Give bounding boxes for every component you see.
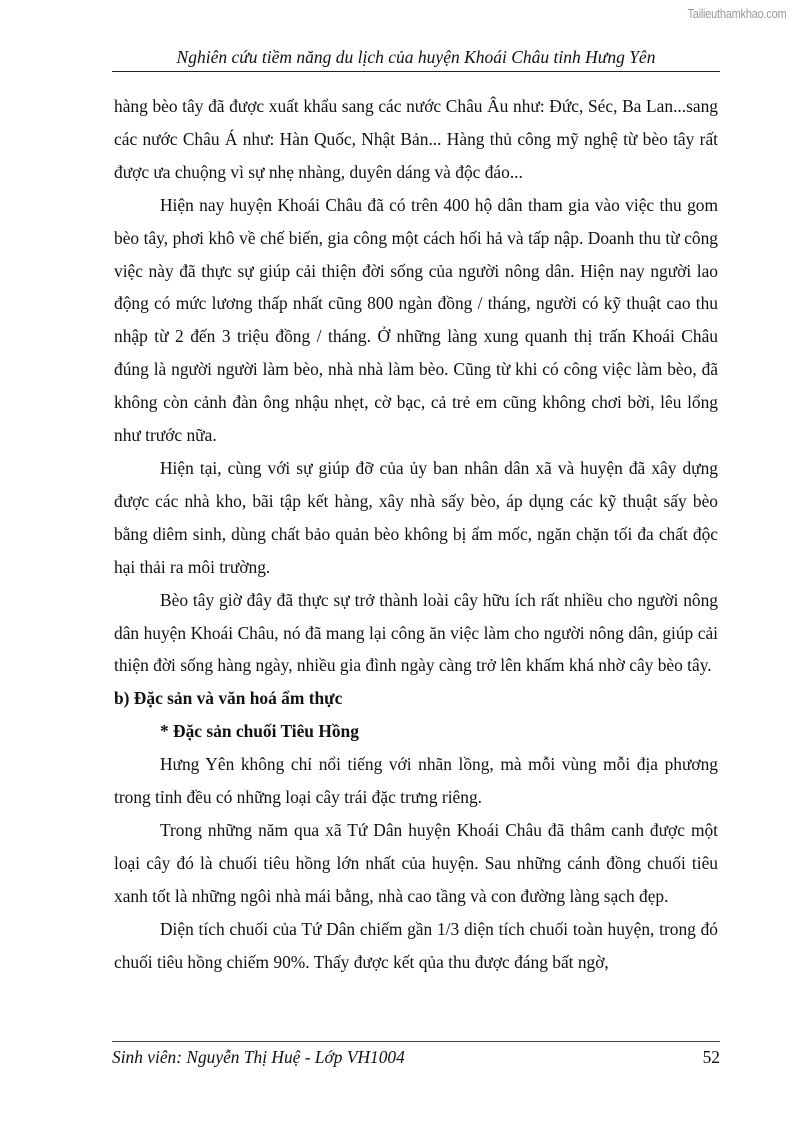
paragraph: Bèo tây giờ đây đã thực sự trở thành loài cây hữu ích rất nhiều cho người nông dân huyện Khoái Châu, nó đã mang lại công ăn việc làm cho người nông dân, giúp cải thiện đời sống hàng ngày, nhiều gia đình ngày càng trở lên khấm khá nhờ cây bèo tây. bbox=[114, 589, 718, 676]
paragraph: Hưng Yên không chỉ nổi tiếng với nhãn lồng, mà mỗi vùng mỗi địa phương trong tỉnh đều có những loại cây trái đặc trưng riêng. bbox=[114, 754, 718, 808]
sub-heading: * Đặc sản chuối Tiêu Hồng bbox=[160, 721, 359, 742]
watermark: Tailieuthamkhao.com bbox=[687, 6, 786, 21]
document-body bbox=[114, 90, 718, 978]
paragraph: Trong những năm qua xã Tứ Dân huyện Khoái Châu đã thâm canh được một loại cây đó là chuối tiêu hồng lớn nhất của huyện. Sau những cánh đồng chuối tiêu xanh tốt là những ngôi nhà mái bằng, nhà cao tầng và con đường làng sạch đẹp. bbox=[114, 819, 718, 906]
footer-student-info: Sinh viên: Nguyễn Thị Huệ - Lớp VH1004 bbox=[112, 1047, 405, 1067]
page-number: 52 bbox=[702, 1047, 720, 1067]
page-header-title: Nghiên cứu tiềm năng du lịch của huyện Khoái Châu tỉnh Hưng Yên bbox=[112, 46, 720, 72]
paragraph-continuation: hàng bèo tây đã được xuất khẩu sang các nước Châu Âu như: Đức, Séc, Ba Lan...sang các nước Châu Á như: Hàn Quốc, Nhật Bản... Hàng thủ công mỹ nghệ từ bèo tây rất được ưa chuộng vì sự nhẹ nhàng, duyên dáng và độc đáo... bbox=[114, 96, 718, 182]
paragraph: Hiện nay huyện Khoái Châu đã có trên 400 hộ dân tham gia vào việc thu gom bèo tây, phơi khô về chế biến, gia công một cách hối hả và tấp nập. Doanh thu từ công việc này đã thực sự giúp cải thiện đời sống của người nông dân. Hiện nay người lao động có mức lương thấp nhất cũng 800 ngàn đồng / tháng, người có kỹ thuật cao thu nhập từ 2 đến 3 triệu đồng / tháng. Ở những làng xung quanh thị trấn Khoái Châu đúng là người người làm bèo, nhà nhà làm bèo. Cũng từ khi có công việc làm bèo, đã không còn cảnh đàn ông nhậu nhẹt, cờ bạc, cả trẻ em cũng không chơi bời, lêu lổng như trước nữa. bbox=[114, 194, 718, 446]
page-footer bbox=[112, 1041, 720, 1068]
paragraph: Diện tích chuối của Tứ Dân chiếm gần 1/3 diện tích chuối toàn huyện, trong đó chuối tiêu hồng chiếm 90%. Thấy được kết qủa thu được đáng bất ngờ, bbox=[114, 918, 718, 972]
paragraph: Hiện tại, cùng với sự giúp đỡ của ủy ban nhân dân xã và huyện đã xây dựng được các nhà kho, bãi tập kết hàng, xây nhà sấy bèo, áp dụng các kỹ thuật sấy bèo bằng diêm sinh, dùng chất bảo quản bèo không bị ẩm mốc, ngăn chặn tối đa chất độc hại thải ra môi trường. bbox=[114, 457, 718, 577]
section-heading: b) Đặc sản và văn hoá ẩm thực bbox=[114, 688, 343, 709]
